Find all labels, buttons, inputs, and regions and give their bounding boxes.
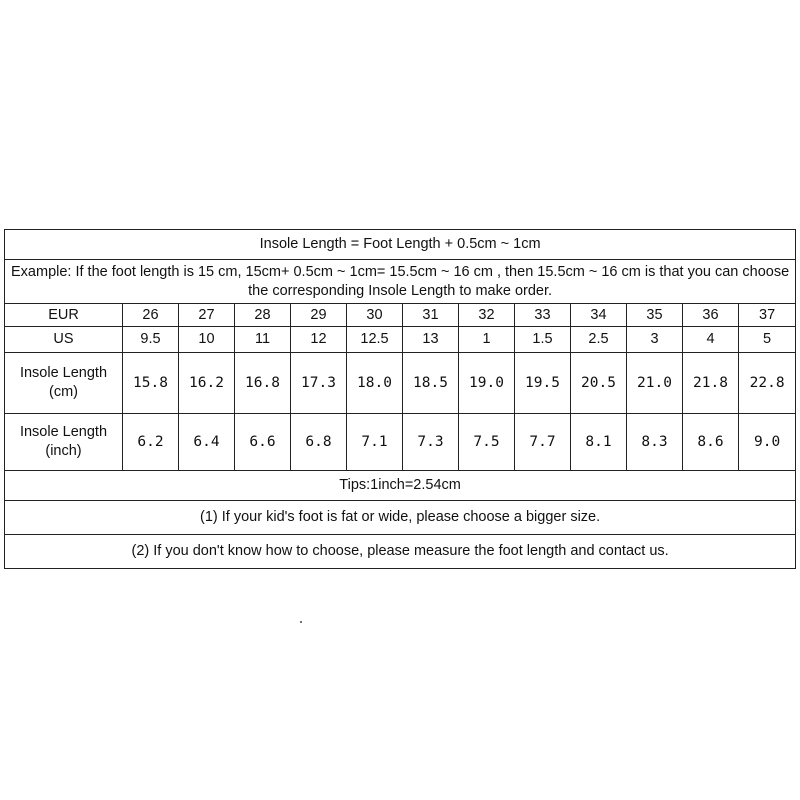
- stray-dot: [300, 621, 302, 623]
- insole-inch-cell: 7.7: [515, 414, 571, 471]
- eur-cell: 29: [291, 304, 347, 327]
- insole-inch-cell: 6.2: [123, 414, 179, 471]
- insole-inch-cell: 6.4: [179, 414, 235, 471]
- note-row-1: [5, 501, 796, 535]
- insole-cm-cell: 22.8: [739, 353, 796, 414]
- us-cell: 9.5: [123, 327, 179, 353]
- us-cell: 13: [403, 327, 459, 353]
- insole-cm-cell: 18.0: [347, 353, 403, 414]
- example-text: Example: If the foot length is 15 cm, 15cm+ 0.5cm ~ 1cm= 15.5cm ~ 16 cm , then 15.5cm ~ 16 cm is that you can choose the corresponding Insole Length to make order.: [5, 260, 796, 304]
- us-cell: 10: [179, 327, 235, 353]
- us-cell: 1: [459, 327, 515, 353]
- note-row-2: [5, 535, 796, 569]
- insole-cm-cell: 16.2: [179, 353, 235, 414]
- insole-cm-cell: 15.8: [123, 353, 179, 414]
- insole-cm-cell: 20.5: [571, 353, 627, 414]
- insole-inch-cell: 8.1: [571, 414, 627, 471]
- eur-cell: 36: [683, 304, 739, 327]
- insole-cm-cell: 19.0: [459, 353, 515, 414]
- insole-cm-cell: 21.0: [627, 353, 683, 414]
- us-cell: 12: [291, 327, 347, 353]
- insole-inch-label-line2: (inch): [45, 443, 82, 459]
- us-cell: 11: [235, 327, 291, 353]
- insole-cm-label: [5, 353, 123, 414]
- insole-cm-cell: 17.3: [291, 353, 347, 414]
- insole-inch-cell: 8.3: [627, 414, 683, 471]
- note-text-2: (2) If you don't know how to choose, please measure the foot length and contact us.: [5, 535, 796, 569]
- insole-cm-cell: 21.8: [683, 353, 739, 414]
- us-cell: 12.5: [347, 327, 403, 353]
- insole-inch-row: [5, 414, 796, 471]
- insole-inch-cell: 7.1: [347, 414, 403, 471]
- us-cell: 5: [739, 327, 796, 353]
- eur-cell: 33: [515, 304, 571, 327]
- insole-inch-label-line1: Insole Length: [19, 424, 108, 440]
- eur-label: EUR: [5, 304, 123, 327]
- insole-cm-label-line1: Insole Length: [19, 365, 108, 381]
- insole-inch-cell: 7.3: [403, 414, 459, 471]
- example-row: [5, 260, 796, 304]
- eur-row: [5, 304, 796, 327]
- insole-inch-label: [5, 414, 123, 471]
- eur-cell: 35: [627, 304, 683, 327]
- eur-cell: 31: [403, 304, 459, 327]
- tips-text: Tips:1inch=2.54cm: [5, 471, 796, 501]
- us-cell: 3: [627, 327, 683, 353]
- title-row: [5, 230, 796, 260]
- eur-cell: 32: [459, 304, 515, 327]
- us-label: US: [5, 327, 123, 353]
- us-cell: 2.5: [571, 327, 627, 353]
- insole-inch-cell: 7.5: [459, 414, 515, 471]
- chart-title: Insole Length = Foot Length + 0.5cm ~ 1cm: [5, 230, 796, 260]
- eur-cell: 28: [235, 304, 291, 327]
- eur-cell: 26: [123, 304, 179, 327]
- size-chart-table: [4, 229, 796, 569]
- insole-cm-cell: 18.5: [403, 353, 459, 414]
- insole-inch-cell: 8.6: [683, 414, 739, 471]
- us-cell: 1.5: [515, 327, 571, 353]
- us-row: [5, 327, 796, 353]
- insole-cm-label-line2: (cm): [49, 384, 78, 400]
- insole-cm-row: [5, 353, 796, 414]
- insole-inch-cell: 6.6: [235, 414, 291, 471]
- us-cell: 4: [683, 327, 739, 353]
- note-text-1: (1) If your kid's foot is fat or wide, please choose a bigger size.: [5, 501, 796, 535]
- eur-cell: 30: [347, 304, 403, 327]
- insole-cm-cell: 16.8: [235, 353, 291, 414]
- insole-inch-cell: 9.0: [739, 414, 796, 471]
- eur-cell: 37: [739, 304, 796, 327]
- insole-cm-cell: 19.5: [515, 353, 571, 414]
- insole-inch-cell: 6.8: [291, 414, 347, 471]
- eur-cell: 34: [571, 304, 627, 327]
- eur-cell: 27: [179, 304, 235, 327]
- tips-row: [5, 471, 796, 501]
